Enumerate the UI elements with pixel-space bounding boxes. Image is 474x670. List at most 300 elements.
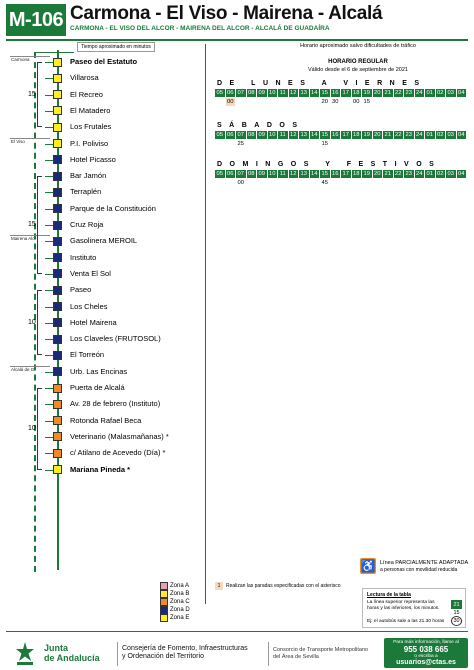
minute-cell: [373, 98, 383, 106]
minute-cell: [457, 140, 467, 148]
stop-name: Terraplén: [70, 187, 102, 197]
spine-tick: [34, 52, 74, 53]
minute-cell: [446, 98, 456, 106]
minute-cell: [436, 179, 446, 187]
hour-cell: 09: [258, 132, 265, 138]
contact-info-2: o escriba a: [414, 654, 438, 659]
hour-cell: 23: [405, 171, 412, 177]
stop-name: Hotel Mairena: [70, 317, 117, 327]
minute-cell: [268, 98, 278, 106]
minute-cell: [257, 179, 267, 187]
stop-tick: [45, 421, 53, 422]
minute-cell: [373, 179, 383, 187]
stop-tick: [45, 388, 53, 389]
hour-cell: 15: [321, 132, 328, 138]
hour-cell: 11: [279, 90, 286, 96]
hour-cell: 05: [216, 90, 223, 96]
stop-marker: [53, 465, 62, 474]
hour-cell: 19: [363, 171, 370, 177]
hour-cell: 02: [437, 132, 444, 138]
minute-cell: [310, 140, 320, 148]
minute-cell: [299, 140, 309, 148]
day-label: DOMINGOS Y FESTIVOS: [217, 161, 442, 168]
stop-marker: [53, 204, 62, 213]
consorcio-line2: del Área de Sevilla: [273, 654, 319, 660]
stop-name: Mariana Pineda *: [70, 464, 131, 474]
minute-cell: [394, 179, 404, 187]
zone-row: [160, 582, 190, 590]
stop-tick: [45, 111, 53, 112]
hour-cell: 01: [426, 132, 433, 138]
zone-swatch: [160, 582, 168, 590]
time-bracket: [37, 388, 42, 470]
hour-cell: 04: [458, 171, 465, 177]
stop-list: [0, 0, 200, 610]
stop-tick: [45, 241, 53, 242]
consorcio: [273, 647, 368, 661]
minute-cell: [331, 140, 341, 148]
accessible-title: Línea PARCIALMENTE ADAPTADA: [380, 560, 469, 566]
zone-label: Zona B: [170, 591, 190, 597]
consorcio-line1: Consorcio de Transporte Metropolitano: [273, 647, 369, 653]
hour-cell: 16: [332, 90, 339, 96]
reading-text: La línea superior representa las horas y las inferiores, los minutos.: [367, 600, 440, 611]
timetable-title: HORARIO REGULAR: [328, 59, 388, 65]
hour-cell: 07: [237, 132, 244, 138]
minute-cell: [341, 98, 351, 106]
stop-marker: [53, 237, 62, 246]
stop-tick: [45, 323, 53, 324]
hour-cell: 11: [279, 132, 286, 138]
asterisk-note: [215, 582, 341, 590]
minute-cell: [236, 98, 246, 106]
zone-swatch: [160, 590, 168, 598]
minute-cell: [299, 98, 309, 106]
town-label: Mairena Alc.: [11, 236, 36, 242]
minute-cell: [257, 98, 267, 106]
zone-swatch: [160, 606, 168, 614]
stop-marker: [53, 269, 62, 278]
route-title: Carmona - El Viso - Mairena - Alcalá: [70, 3, 383, 24]
minute-cell: [425, 140, 435, 148]
junta-line2: de Andalucía: [44, 653, 100, 663]
stop-marker: [53, 106, 62, 115]
route-code-badge: M-106: [6, 4, 66, 36]
hour-cell: 03: [447, 90, 454, 96]
hours-row: [215, 89, 466, 97]
town-label: El Viso: [11, 138, 25, 144]
stop-marker: [53, 188, 62, 197]
minute-cell: 00: [237, 180, 244, 186]
travel-minutes: 10: [28, 424, 36, 432]
stop-tick: [45, 209, 53, 210]
minute-cell: [289, 140, 299, 148]
minutes-row: [215, 98, 466, 106]
stop-name: Puerta de Alcalá: [70, 383, 125, 392]
timetable-validity: Válido desde el 6 de septiembre de 2021: [308, 67, 408, 73]
minute-cell: [383, 179, 393, 187]
stop-marker: [53, 58, 62, 67]
hour-cell: 10: [269, 90, 276, 96]
stop-tick: [45, 225, 53, 226]
stop-marker: [53, 351, 62, 360]
minute-cell: [436, 140, 446, 148]
hour-cell: 08: [248, 90, 255, 96]
stop-tick: [45, 127, 53, 128]
minute-cell: [425, 179, 435, 187]
hour-cell: 01: [426, 171, 433, 177]
stop-tick: [45, 258, 53, 259]
minute-cell: [299, 179, 309, 187]
town-label: Alcalá de G.: [11, 366, 36, 372]
junta-logo-icon: [12, 640, 38, 666]
minute-cell: [373, 140, 383, 148]
hour-cell: 04: [458, 132, 465, 138]
zone-row: [160, 590, 190, 598]
minute-cell: [289, 98, 299, 106]
stop-marker: [53, 335, 62, 344]
stop-marker: [53, 400, 62, 409]
stop-tick: [45, 62, 53, 63]
hour-cell: 02: [437, 90, 444, 96]
stop-name: El Recreo: [70, 89, 103, 99]
stop-marker: [53, 318, 62, 327]
time-bracket: [37, 290, 42, 355]
hour-cell: 16: [332, 171, 339, 177]
minutes-row: [215, 140, 466, 148]
stop-marker: [53, 286, 62, 295]
minute-cell: [383, 140, 393, 148]
minute-cell: [352, 140, 362, 148]
stop-marker: [53, 90, 62, 99]
hour-cell: 22: [395, 171, 402, 177]
reading-title: Lectura de la tabla: [367, 592, 411, 598]
hour-cell: 24: [416, 132, 423, 138]
hour-cell: 06: [227, 171, 234, 177]
hour-cell: 20: [374, 171, 381, 177]
hour-cell: 09: [258, 171, 265, 177]
zone-swatch: [160, 598, 168, 606]
stop-marker: [53, 155, 62, 164]
stop-tick: [45, 404, 53, 405]
contact-box: [384, 638, 468, 668]
stop-marker: [53, 432, 62, 441]
stop-tick: [45, 290, 53, 291]
minute-cell: [362, 140, 372, 148]
hour-cell: 10: [269, 132, 276, 138]
stop-tick: [45, 372, 53, 373]
minute-cell: 15: [321, 141, 328, 147]
stop-name: Los Frutales: [70, 122, 112, 132]
travel-minutes: 10: [28, 318, 36, 326]
stop-marker: [53, 221, 62, 230]
hour-cell: 22: [395, 132, 402, 138]
stop-marker: [53, 74, 62, 83]
time-bracket: [37, 176, 42, 274]
stop-tick: [45, 274, 53, 275]
zone-label: Zona D: [170, 607, 190, 613]
hour-cell: 11: [279, 171, 286, 177]
stop-name: Los Claveles (FRUTOSOL): [70, 334, 161, 344]
hour-cell: 03: [447, 171, 454, 177]
stop-tick: [45, 339, 53, 340]
junta-name: [44, 643, 100, 663]
stop-tick: [45, 355, 53, 356]
stop-marker: [53, 302, 62, 311]
zone-row: [160, 614, 190, 622]
stop-marker: [53, 416, 62, 425]
hour-cell: 12: [290, 90, 297, 96]
minute-cell: [383, 98, 393, 106]
hour-cell: 06: [227, 132, 234, 138]
zone-label: Zona C: [170, 599, 190, 605]
minute-cell: [268, 179, 278, 187]
hour-cell: 23: [405, 132, 412, 138]
minute-cell: 15: [363, 99, 370, 105]
hours-row: [215, 170, 466, 178]
route-subtitle: CARMONA - EL VISO DEL ALCOR - MAIRENA DEL ALCOR - ALCALÁ DE GUADAÍRA: [70, 25, 330, 32]
route-spine: [34, 52, 36, 572]
stop-tick: [45, 176, 53, 177]
hour-cell: 08: [248, 171, 255, 177]
day-label: SÁBADOS: [217, 122, 305, 129]
minute-cell: [446, 179, 456, 187]
stop-name: Rotonda Rafael Beca: [70, 415, 142, 425]
traffic-notice: Horario aproximado salvo dificultades de tráfico: [300, 43, 416, 49]
minute-cell: [331, 179, 341, 187]
minute-cell: [289, 179, 299, 187]
hours-row: [215, 131, 466, 139]
minute-cell: [247, 98, 257, 106]
minute-cell: [415, 140, 425, 148]
stop-name: P.I. Poliviso: [70, 138, 109, 148]
reading-min-alt: 15: [453, 610, 460, 616]
minute-cell: [215, 179, 225, 187]
minute-cell: [415, 98, 425, 106]
hour-cell: 12: [290, 132, 297, 138]
hour-cell: 21: [384, 90, 391, 96]
hour-cell: 22: [395, 90, 402, 96]
hour-cell: 06: [227, 90, 234, 96]
footer-divider-2: [268, 642, 269, 666]
time-bracket: [37, 62, 42, 127]
stop-tick: [45, 192, 53, 193]
stop-name: Paseo del Estatuto: [70, 57, 138, 66]
minute-cell: [352, 179, 362, 187]
stop-tick: [45, 437, 53, 438]
hour-cell: 17: [342, 90, 349, 96]
stop-tick: [45, 78, 53, 79]
minute-cell: [457, 179, 467, 187]
zone-label: Zona E: [170, 615, 190, 621]
stop-name: Venta El Sol: [70, 268, 111, 278]
minute-cell: [226, 179, 236, 187]
hour-cell: 14: [311, 171, 318, 177]
reading-guide-box: [362, 588, 466, 628]
hour-cell: 15: [321, 171, 328, 177]
stop-name: El Matadero: [70, 105, 111, 115]
hour-cell: 14: [311, 132, 318, 138]
minute-cell: [362, 179, 372, 187]
minute-cell: 25: [237, 141, 244, 147]
consejeria: [122, 645, 248, 661]
minute-cell: [247, 179, 257, 187]
minute-cell: [257, 140, 267, 148]
zone-legend: [160, 582, 190, 622]
minute-cell: 00: [227, 99, 234, 105]
minute-cell: [278, 140, 288, 148]
hour-cell: 01: [426, 90, 433, 96]
hour-cell: 09: [258, 90, 265, 96]
minute-cell: [247, 140, 257, 148]
minute-cell: 45: [321, 180, 328, 186]
hour-cell: 13: [300, 132, 307, 138]
junta-line1: Junta: [44, 643, 69, 653]
hour-cell: 05: [216, 132, 223, 138]
hour-cell: 10: [269, 171, 276, 177]
minute-cell: [404, 140, 414, 148]
minute-cell: [341, 140, 351, 148]
minute-cell: [404, 179, 414, 187]
hour-cell: 19: [363, 90, 370, 96]
minute-cell: [215, 140, 225, 148]
hour-cell: 20: [374, 90, 381, 96]
hour-cell: 02: [437, 171, 444, 177]
minutes-row: [215, 179, 466, 187]
accessible-text: a personas con movilidad reducida: [380, 567, 458, 573]
stop-name: Gasolinera MEROIL: [70, 236, 138, 246]
stop-name: Instituto: [70, 252, 97, 262]
contact-email[interactable]: usuarios@ctas.es: [396, 659, 456, 666]
reading-example: Ej: el autobús sale a las 21.30 horas: [367, 619, 445, 624]
hour-cell: 13: [300, 171, 307, 177]
hour-cell: 24: [416, 90, 423, 96]
minute-cell: [457, 98, 467, 106]
footer-rule: [6, 631, 468, 632]
minute-cell: 30: [332, 99, 339, 105]
stop-name: Veterinario (Malasmañanas) *: [70, 431, 169, 441]
hour-cell: 04: [458, 90, 465, 96]
stop-name: El Torreón: [70, 350, 105, 360]
minute-cell: [310, 98, 320, 106]
hour-cell: 08: [248, 132, 255, 138]
hour-cell: 18: [353, 171, 360, 177]
stop-marker: [53, 139, 62, 148]
reading-hour: 21: [451, 600, 462, 609]
hour-cell: 20: [374, 132, 381, 138]
stop-tick: [45, 144, 53, 145]
stop-tick: [45, 95, 53, 96]
consejeria-line2: y Ordenación del Territorio: [122, 653, 204, 660]
stop-marker: [53, 367, 62, 376]
stop-tick: [45, 160, 53, 161]
minute-cell: [436, 98, 446, 106]
minute-cell: [310, 179, 320, 187]
minute-cell: 20: [321, 99, 328, 105]
stop-name: Hotel Picasso: [70, 154, 116, 164]
hour-cell: 19: [363, 132, 370, 138]
minute-cell: [394, 140, 404, 148]
hour-cell: 23: [405, 90, 412, 96]
stop-name: Av. 28 de febrero (Instituto): [70, 399, 161, 409]
reading-min: 30: [451, 616, 462, 626]
note-text: Realizan las paradas especificadas con el asterisco: [226, 583, 341, 589]
contact-info: Para más información, llame al: [393, 640, 459, 645]
stop-tick: [45, 453, 53, 454]
stop-name: Urb. Las Encinas: [70, 366, 128, 376]
minute-cell: 00: [353, 99, 360, 105]
hour-cell: 17: [342, 171, 349, 177]
hour-cell: 18: [353, 90, 360, 96]
wheelchair-icon: ♿: [360, 559, 376, 573]
day-label: DE LUNES A VIERNES: [217, 80, 427, 87]
stop-marker: [53, 253, 62, 262]
time-note: Tiempo aproximado en minutos: [77, 42, 155, 52]
stop-name: Parque de la Constitución: [70, 203, 156, 213]
stop-marker: [53, 172, 62, 181]
zone-label: Zona A: [170, 583, 190, 589]
minute-cell: [268, 140, 278, 148]
minute-cell: [446, 140, 456, 148]
minute-cell: [278, 179, 288, 187]
minute-cell: [404, 98, 414, 106]
travel-minutes: 15: [28, 221, 36, 228]
hour-cell: 14: [311, 90, 318, 96]
hour-cell: 18: [353, 132, 360, 138]
stop-name: Bar Jamón: [70, 171, 107, 181]
minute-cell: [341, 179, 351, 187]
zone-swatch: [160, 614, 168, 622]
hour-cell: 13: [300, 90, 307, 96]
hour-cell: 05: [216, 171, 223, 177]
travel-minutes: 15: [28, 90, 36, 98]
hour-cell: 16: [332, 132, 339, 138]
minute-cell: [415, 179, 425, 187]
hour-cell: 15: [321, 90, 328, 96]
hour-cell: 24: [416, 171, 423, 177]
stop-name: Villarosa: [70, 73, 99, 83]
minute-cell: [394, 98, 404, 106]
footer-divider: [117, 642, 118, 666]
stop-tick: [45, 470, 53, 471]
hour-cell: 21: [384, 171, 391, 177]
stop-marker: [53, 449, 62, 458]
stop-name: Paseo: [70, 285, 92, 295]
minute-cell: [226, 140, 236, 148]
timetable-grid: [213, 80, 471, 200]
zone-row: [160, 598, 190, 606]
zone-row: [160, 606, 190, 614]
contact-phone[interactable]: 955 038 665: [403, 645, 449, 654]
hour-cell: 03: [447, 132, 454, 138]
stop-name: Cruz Roja: [70, 220, 104, 229]
hour-cell: 17: [342, 132, 349, 138]
minute-cell: [278, 98, 288, 106]
minute-cell: [425, 98, 435, 106]
hour-cell: 21: [384, 132, 391, 138]
hour-cell: 07: [237, 171, 244, 177]
consejeria-line1: Consejería de Fomento, Infraestructuras: [122, 645, 248, 652]
stop-name: c/ Atilano de Acevedo (Día) *: [70, 448, 166, 458]
stop-marker: [53, 123, 62, 132]
stop-name: Los Cheles: [70, 301, 108, 311]
minute-cell: [215, 98, 225, 106]
hour-cell: 12: [290, 171, 297, 177]
town-label: Carmona: [11, 57, 30, 62]
stop-marker: [53, 384, 62, 393]
note-number-badge: 1: [215, 582, 223, 590]
column-divider: [205, 44, 206, 604]
